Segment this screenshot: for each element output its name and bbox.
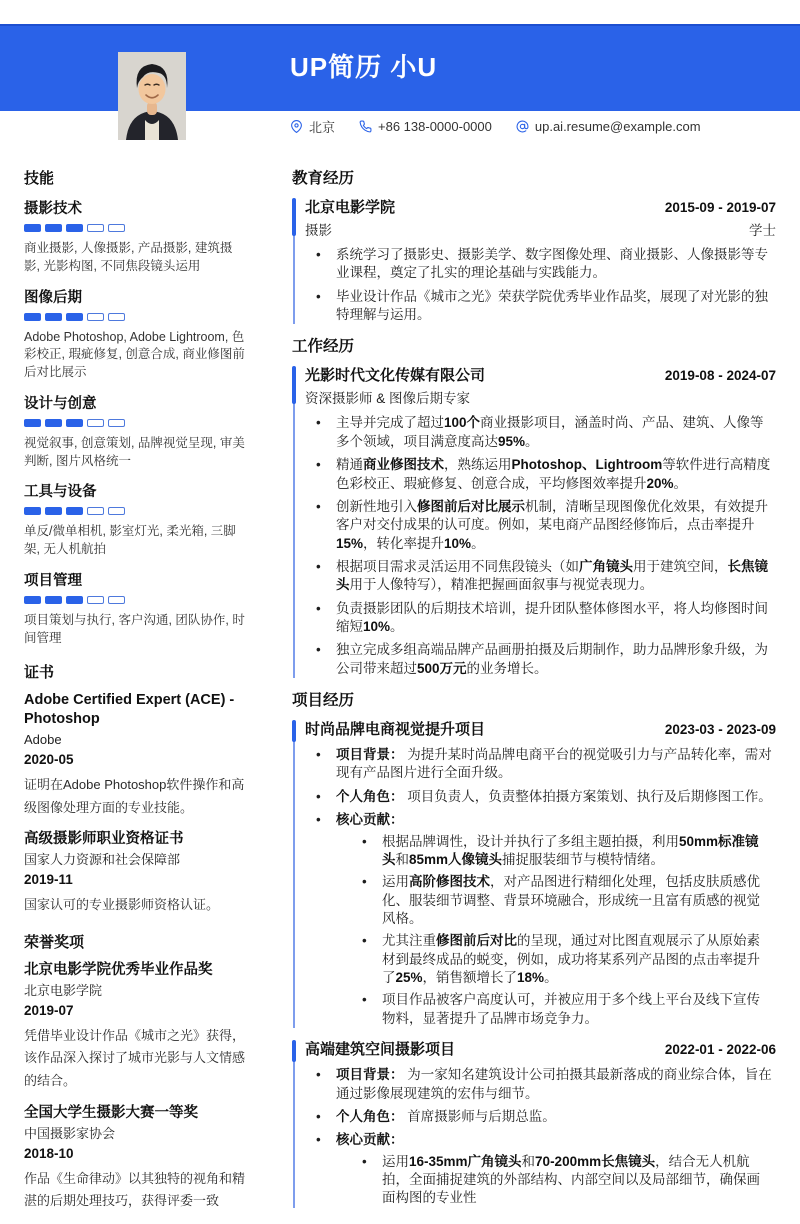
skill-item	[24, 569, 246, 648]
bullet-text: 个人角色： 项目负责人，负责整体拍摄方案策划、执行及后期修图工作。	[336, 788, 772, 804]
contact-location-text: 北京	[309, 120, 336, 135]
credential-description: 凭借毕业设计作品《城市之光》获得，该作品深入探讨了城市光影与人文情感的结合。	[24, 1027, 246, 1089]
timeline-line	[293, 721, 295, 1028]
phone-icon	[359, 120, 372, 133]
skill-name: 工具与设备	[24, 484, 97, 501]
resume-entry	[292, 364, 776, 678]
sub-bullet-text: 运用16-35mm广角镜头和70-200mm长焦镜头，结合无人机航拍，全面捕捉建筑的外部结构、内部空间以及局部细节，确保画面构图的专业性	[382, 1153, 760, 1206]
bullet-item	[305, 1066, 776, 1103]
skill-name: 图像后期	[24, 289, 82, 306]
credential-date: 2019-07	[24, 1002, 74, 1018]
skill-segment-filled	[24, 224, 41, 232]
credential-date: 2018-10	[24, 1145, 74, 1161]
skill-description: 项目策划与执行, 客户沟通, 团队协作, 时间管理	[24, 612, 245, 645]
skill-level-bar	[24, 313, 246, 321]
entry-dates: 2019-08 - 2024-07	[664, 368, 776, 384]
contact-phone	[359, 119, 492, 134]
credential-issuer: 北京电影学院	[24, 982, 103, 998]
entry-title: 高端建筑空间摄影项目	[305, 1041, 456, 1059]
contact-phone-text: +86 138-0000-0000	[378, 119, 492, 134]
bullet-text: 项目背景： 为提升某时尚品牌电商平台的视觉吸引力与产品转化率，需对现有产品图片进行全面升级。	[336, 747, 772, 781]
entry-dates: 2022-01 - 2022-06	[664, 1042, 776, 1058]
skill-segment-filled	[66, 596, 83, 604]
credential-date: 2019-11	[24, 872, 73, 888]
timeline-accent-bar	[292, 720, 296, 742]
bullet-item	[305, 246, 776, 283]
skill-segment-empty	[108, 596, 125, 604]
contact-email-text: up.ai.resume@example.com	[534, 119, 701, 134]
entry-header	[305, 718, 776, 739]
skill-segment-filled	[66, 224, 83, 232]
skill-segment-empty	[108, 507, 125, 515]
credential-title: Adobe Certified Expert (ACE) - Photoshop	[24, 692, 235, 728]
bullet-text: 主导并完成了超过100个商业摄影项目，涵盖时尚、产品、建筑、人像等多个领域，项目满意度高达95%。	[336, 415, 764, 449]
credential-description: 国家认可的专业摄影师资格认证。	[24, 897, 220, 913]
sub-bullet-item	[336, 932, 772, 987]
skill-level-bar	[24, 419, 246, 427]
bullet-list	[305, 414, 776, 678]
skill-segment-filled	[24, 507, 41, 515]
skill-segment-filled	[66, 313, 83, 321]
entry-dates: 2023-03 - 2023-09	[664, 722, 776, 738]
credential-title: 全国大学生摄影大赛一等奖	[24, 1104, 198, 1121]
bullet-text: 精通商业修图技术，熟练运用Photoshop、Lightroom等软件进行高精度色彩校正、瑕疵修复、创意合成，平均修图效率提升20%。	[336, 457, 771, 491]
sub-bullet-text: 运用高阶修图技术，对产品图进行精细化处理，包括皮肤质感优化、服装细节调整、背景环境融合，形成统一且富有质感的视觉风格。	[382, 874, 760, 926]
at-sign-icon	[516, 120, 529, 133]
award-item	[24, 1104, 246, 1213]
bullet-item	[305, 558, 776, 595]
credential-issuer: Adobe	[24, 731, 62, 747]
section-work	[292, 334, 776, 678]
skill-item	[24, 392, 246, 471]
sub-bullet-text: 项目作品被客户高度认可，并被应用于多个线上平台及线下宣传物料，显著提升了品牌市场竞争力。	[382, 992, 760, 1026]
credential-date: 2020-05	[24, 751, 74, 767]
skill-segment-filled	[66, 419, 83, 427]
skill-segment-filled	[45, 419, 62, 427]
entry-degree: 学士	[749, 223, 776, 238]
skill-segment-filled	[45, 507, 62, 515]
sub-bullet-item	[336, 833, 772, 870]
skill-segment-empty	[87, 419, 104, 427]
timeline-line	[293, 367, 295, 678]
entry-title: 时尚品牌电商视觉提升项目	[305, 721, 486, 739]
timeline-accent-bar	[292, 198, 296, 236]
sub-bullet-text: 尤其注重修图前后对比的呈现，通过对比图直观展示了从原始素材到最终成品的蜕变，例如，成功将某系列产品图的点击率提升了25%，销售额增长了18%。	[382, 933, 760, 986]
sub-bullet-list	[336, 1153, 772, 1208]
bullet-text: 系统学习了摄影史、摄影美学、数字图像处理、商业摄影、人像摄影等专业课程，奠定了扎实的理论基础与实践能力。	[336, 247, 768, 281]
skills-heading: 技能	[24, 170, 55, 187]
bullet-item	[305, 1108, 776, 1126]
bullet-item	[305, 1131, 776, 1207]
entry-header	[305, 364, 776, 385]
bullet-text: 创新性地引入修图前后对比展示机制，清晰呈现图像优化效果，有效提升客户对交付成果的认可度。例如，某电商产品图经修饰后，点击率提升15%，转化率提升10%。	[336, 498, 768, 551]
resume-entry	[292, 196, 776, 324]
page-title: UP简历 小U	[290, 52, 438, 82]
section-heading: 工作经历	[292, 338, 355, 356]
credential-title: 北京电影学院优秀毕业作品奖	[24, 961, 213, 978]
bullet-text: 个人角色： 首席摄影师与后期总监。	[336, 1108, 556, 1124]
skill-segment-empty	[87, 224, 104, 232]
entry-header	[305, 196, 776, 217]
section-entries	[292, 196, 776, 324]
resume-entry	[292, 1038, 776, 1208]
skill-description: 单反/微单相机, 影室灯光, 柔光箱, 三脚架, 无人机航拍	[24, 524, 236, 556]
sidebar	[24, 167, 246, 1224]
bullet-item	[305, 811, 776, 1028]
skill-item	[24, 286, 246, 382]
skill-segment-empty	[108, 419, 125, 427]
bullet-text: 项目背景： 为一家知名建筑设计公司拍摄其最新落成的商业综合体，旨在通过影像展现建筑的宏伟与细节。	[336, 1067, 772, 1101]
contact-email	[516, 119, 701, 134]
section-entries	[292, 364, 776, 678]
skill-segment-filled	[45, 596, 62, 604]
skill-segment-filled	[24, 419, 41, 427]
entry-subtitle: 资深摄影师 & 图像后期专家	[305, 391, 471, 407]
sub-bullet-item	[336, 1153, 772, 1208]
map-pin-icon	[290, 120, 303, 133]
entry-title: 光影时代文化传媒有限公司	[305, 367, 486, 385]
entry-header	[305, 1038, 776, 1059]
main-sections	[292, 166, 776, 1218]
credential-issuer: 国家人力资源和社会保障部	[24, 852, 181, 868]
bullet-text: 独立完成多组高端品牌产品画册拍摄及后期制作，助力品牌形象升级，为公司带来超过500万元的业务增长。	[336, 642, 768, 676]
entry-subtitle-row	[305, 219, 776, 239]
certs-list	[24, 691, 246, 917]
certs-heading: 证书	[24, 664, 55, 682]
certificate-item	[24, 830, 246, 916]
skill-description: 商业摄影, 人像摄影, 产品摄影, 建筑摄影, 光影构图, 不同焦段镜头运用	[24, 241, 233, 273]
skill-segment-empty	[87, 507, 104, 515]
skill-segment-filled	[66, 507, 83, 515]
section-entries	[292, 718, 776, 1208]
bullet-list	[305, 746, 776, 1028]
bullet-text: 核心贡献：	[336, 812, 404, 828]
skill-segment-empty	[108, 224, 125, 232]
resume-entry	[292, 718, 776, 1028]
bullet-text: 根据项目需求灵活运用不同焦段镜头（如广角镜头用于建筑空间，长焦镜头用于人像特写），精准把握画面叙事与视觉表现力。	[336, 558, 768, 593]
skill-segment-filled	[45, 224, 62, 232]
sub-bullet-item	[336, 873, 772, 928]
contact-bar	[290, 117, 701, 136]
avatar	[118, 52, 186, 140]
avatar-illustration	[118, 52, 186, 140]
contact-location	[290, 117, 335, 136]
skill-name: 项目管理	[24, 572, 82, 589]
bullet-item	[305, 456, 776, 493]
timeline-accent-bar	[292, 366, 296, 404]
skill-name: 设计与创意	[24, 395, 97, 412]
section-projects	[292, 688, 776, 1208]
bullet-item	[305, 641, 776, 678]
skill-level-bar	[24, 507, 246, 515]
bullet-text: 负责摄影团队的后期技术培训，提升团队整体修图水平，将人均修图时间缩短10%。	[336, 600, 768, 635]
sub-bullet-text: 根据品牌调性，设计并执行了多组主题拍摄，利用50mm标准镜头和85mm人像镜头捕捉服装细节与模特情绪。	[382, 833, 759, 867]
credential-description: 作品《生命律动》以其独特的视角和精湛的后期处理技巧，获得评委一致	[24, 1170, 246, 1209]
bullet-item	[305, 414, 776, 451]
certificate-item	[24, 691, 246, 819]
skill-segment-empty	[108, 313, 125, 321]
skill-segment-filled	[45, 313, 62, 321]
skill-name: 摄影技术	[24, 201, 82, 217]
section-heading: 项目经历	[292, 692, 355, 710]
skill-level-bar	[24, 596, 246, 604]
sub-bullet-list	[336, 833, 772, 1029]
bullet-list	[305, 246, 776, 324]
entry-subtitle-row	[305, 387, 776, 407]
skill-segment-filled	[24, 313, 41, 321]
skill-item	[24, 480, 246, 559]
skill-level-bar	[24, 224, 246, 232]
credential-issuer: 中国摄影家协会	[24, 1125, 116, 1141]
section-education	[292, 166, 776, 324]
awards-list	[24, 961, 246, 1213]
skill-segment-empty	[87, 596, 104, 604]
bullet-item	[305, 600, 776, 637]
entry-subtitle: 摄影	[305, 223, 332, 238]
sub-bullet-item	[336, 991, 772, 1028]
skill-item	[24, 197, 246, 276]
bullet-item	[305, 746, 776, 783]
timeline-accent-bar	[292, 1040, 296, 1062]
skill-segment-filled	[24, 596, 41, 604]
bullet-item	[305, 288, 776, 325]
entry-dates: 2015-09 - 2019-07	[664, 200, 776, 215]
skills-list	[24, 197, 246, 647]
skill-description: Adobe Photoshop, Adobe Lightroom, 色彩校正, 瑕疵修复, 创意合成, 商业修图前后对比展示	[24, 329, 245, 379]
skill-segment-empty	[87, 313, 104, 321]
timeline-line	[293, 1041, 295, 1208]
entry-title: 北京电影学院	[305, 199, 396, 216]
skill-description: 视觉叙事, 创意策划, 品牌视觉呈现, 审美判断, 图片风格统一	[24, 435, 245, 468]
award-item	[24, 961, 246, 1093]
section-heading: 教育经历	[292, 170, 355, 187]
bullet-list	[305, 1066, 776, 1208]
bullet-text: 核心贡献：	[336, 1132, 404, 1148]
bullet-text: 毕业设计作品《城市之光》荣获学院优秀毕业作品奖，展现了对光影的独特理解与运用。	[336, 288, 768, 323]
credential-description: 证明在Adobe Photoshop软件操作和高级图像处理方面的专业技能。	[24, 776, 245, 815]
bullet-item	[305, 788, 776, 806]
awards-heading: 荣誉奖项	[24, 933, 85, 951]
bullet-item	[305, 498, 776, 553]
credential-title: 高级摄影师职业资格证书	[24, 831, 184, 848]
